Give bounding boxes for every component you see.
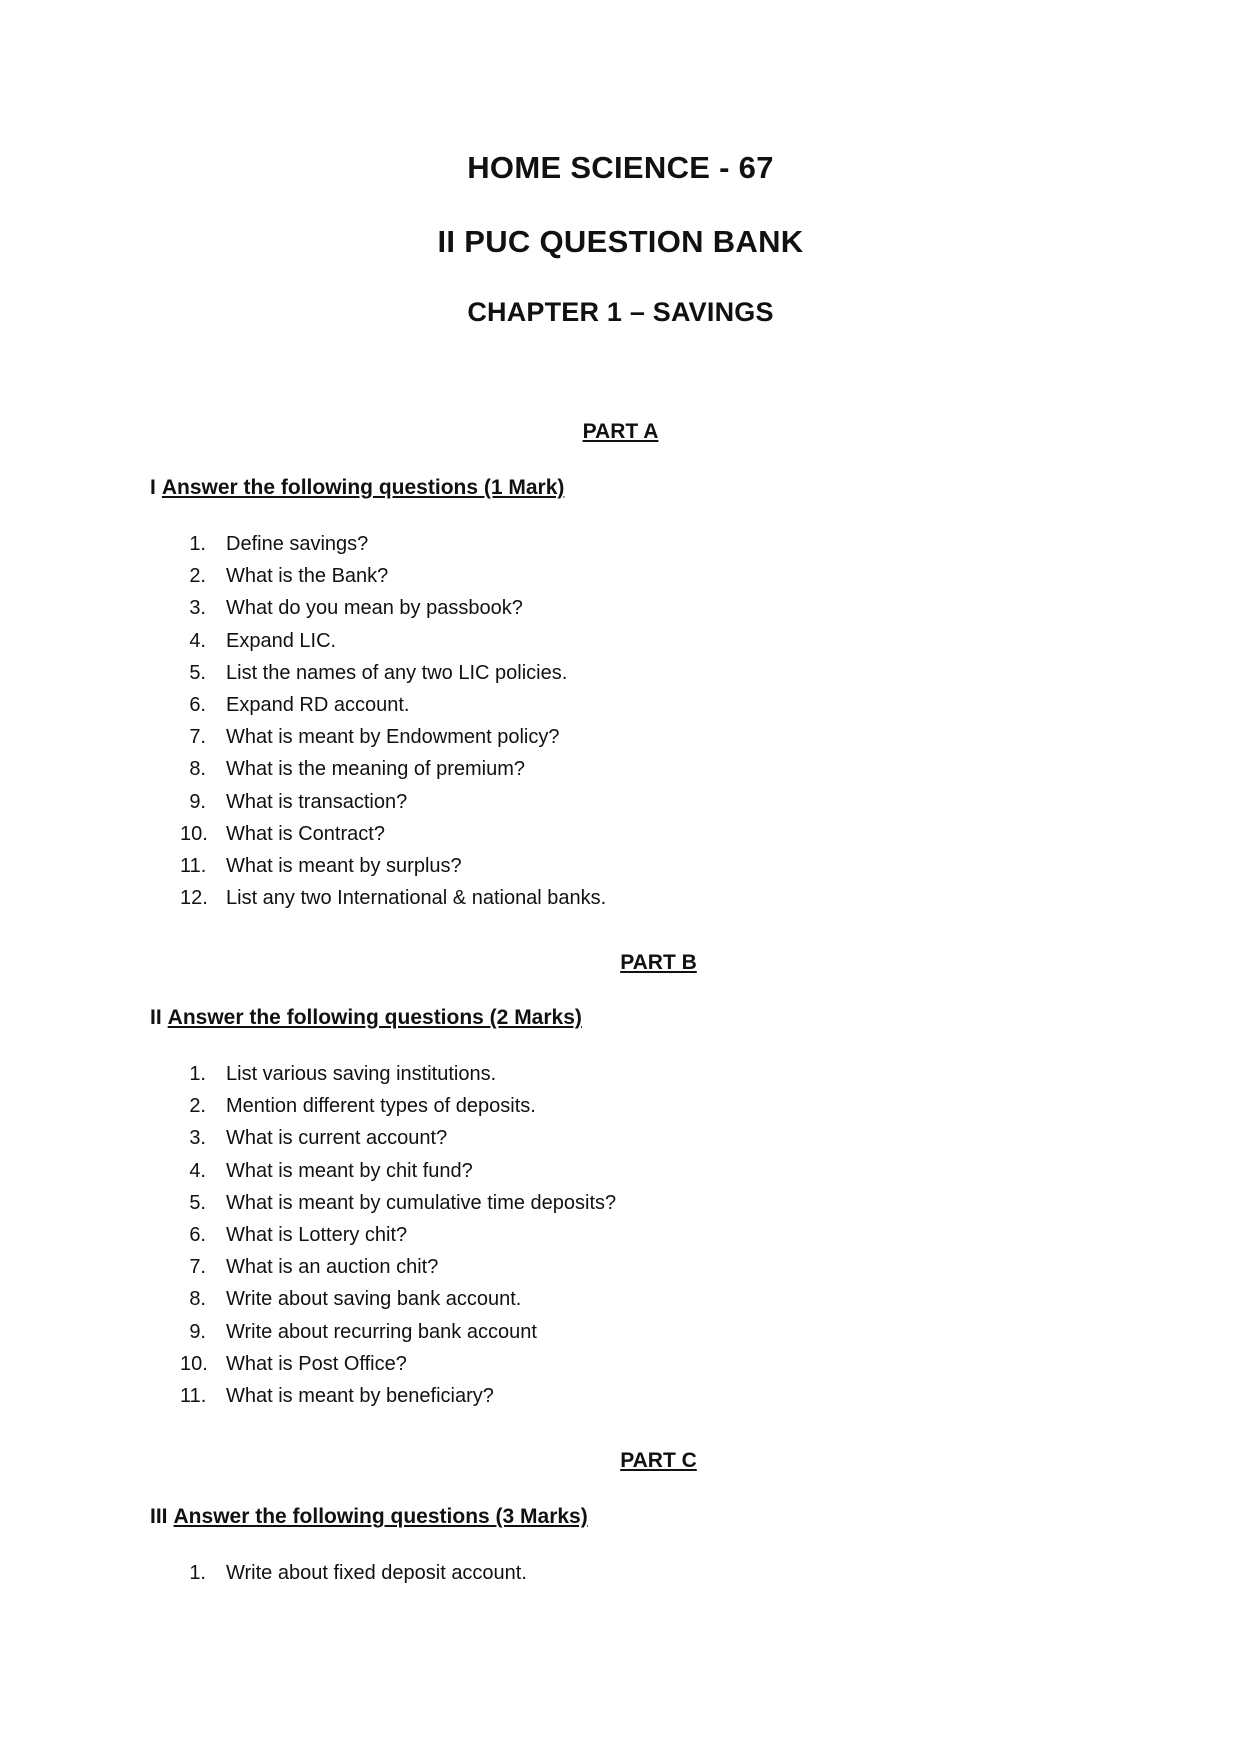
question-number: 2.	[189, 1095, 206, 1118]
question-number: 3.	[189, 1127, 206, 1150]
section-3-heading	[150, 1505, 588, 1529]
document-title: HOME SCIENCE - 67	[467, 150, 774, 185]
section-numeral: I	[150, 476, 156, 499]
question-text: What is Lottery chit?	[226, 1223, 408, 1246]
question-item	[180, 850, 606, 882]
question-item	[180, 560, 606, 592]
chapter-title: CHAPTER 1 – SAVINGS	[467, 297, 774, 327]
question-text: What is transaction?	[226, 790, 408, 813]
question-item	[180, 753, 606, 785]
question-text: What is Post Office?	[226, 1352, 407, 1375]
question-item	[180, 1058, 616, 1090]
question-text: What do you mean by passbook?	[226, 597, 523, 620]
question-item	[180, 1557, 527, 1589]
question-number: 12.	[180, 887, 208, 910]
question-text: What is Contract?	[226, 822, 385, 845]
question-number: 11.	[180, 854, 207, 877]
question-item	[180, 689, 606, 721]
question-item	[180, 1251, 616, 1283]
question-item	[180, 1283, 616, 1315]
question-text: What is meant by cumulative time deposits?	[226, 1191, 617, 1214]
question-number: 10.	[180, 1352, 208, 1375]
question-item	[180, 818, 606, 850]
part-a-heading: PART A	[582, 420, 659, 443]
section-instruction: Answer the following questions (3 Marks)	[173, 1505, 588, 1528]
question-number: 2.	[189, 565, 206, 588]
question-number: 9.	[189, 1320, 206, 1343]
question-text: What is meant by Endowment policy?	[226, 726, 560, 749]
section-1-heading	[150, 476, 564, 500]
question-text: What is an auction chit?	[226, 1256, 439, 1279]
question-number: 5.	[189, 1191, 206, 1214]
question-list-part-a	[180, 528, 606, 914]
question-text: Mention different types of deposits.	[226, 1095, 536, 1118]
question-number: 7.	[189, 726, 206, 749]
question-item	[180, 1219, 616, 1251]
question-item	[180, 1090, 616, 1122]
question-item	[180, 1122, 616, 1154]
question-number: 4.	[189, 1159, 206, 1182]
question-number: 1.	[189, 1562, 206, 1584]
question-number: 5.	[189, 661, 206, 684]
section-instruction: Answer the following questions (1 Mark)	[161, 476, 565, 499]
question-text: List various saving institutions.	[226, 1063, 497, 1085]
question-number: 8.	[189, 758, 206, 781]
question-number: 9.	[189, 790, 206, 813]
question-list-part-c	[180, 1557, 527, 1589]
question-text: Expand LIC.	[226, 629, 337, 652]
question-item	[180, 592, 606, 624]
question-text: What is the Bank?	[226, 565, 389, 588]
question-item	[180, 1155, 616, 1187]
question-text: List any two International & national banks.	[226, 887, 607, 910]
question-text: Write about fixed deposit account.	[226, 1562, 527, 1584]
section-instruction: Answer the following questions (2 Marks)	[167, 1006, 582, 1029]
question-item	[180, 1316, 616, 1348]
question-text: What is meant by chit fund?	[226, 1159, 473, 1182]
question-item	[180, 528, 606, 560]
question-text: Define savings?	[226, 533, 369, 555]
question-number: 3.	[189, 597, 206, 620]
section-numeral: II	[150, 1006, 162, 1029]
question-number: 6.	[189, 1223, 206, 1246]
question-number: 1.	[189, 1063, 206, 1085]
question-number: 10.	[180, 822, 208, 845]
question-item	[180, 721, 606, 753]
question-number: 8.	[189, 1288, 206, 1311]
question-item	[180, 625, 606, 657]
question-number: 7.	[189, 1256, 206, 1279]
question-text: Write about saving bank account.	[226, 1288, 522, 1311]
question-number: 1.	[189, 533, 206, 555]
question-text: Write about recurring bank account	[226, 1320, 537, 1343]
section-numeral: III	[150, 1505, 168, 1528]
question-item	[180, 882, 606, 914]
section-2-heading	[150, 1006, 582, 1030]
part-c-heading: PART C	[620, 1449, 697, 1472]
question-number: 4.	[189, 629, 206, 652]
question-text: List the names of any two LIC policies.	[226, 661, 568, 684]
document-subtitle: II PUC QUESTION BANK	[437, 224, 804, 259]
question-item	[180, 786, 606, 818]
part-b-heading: PART B	[620, 951, 697, 974]
question-item	[180, 1187, 616, 1219]
question-text: What is the meaning of premium?	[226, 758, 526, 781]
question-text: What is meant by surplus?	[226, 854, 462, 877]
question-number: 6.	[189, 693, 206, 716]
question-item	[180, 1348, 616, 1380]
question-item	[180, 1380, 616, 1412]
question-text: Expand RD account.	[226, 693, 410, 716]
question-list-part-b	[180, 1058, 616, 1412]
question-text: What is current account?	[226, 1127, 448, 1150]
question-item	[180, 657, 606, 689]
question-number: 11.	[180, 1384, 207, 1407]
question-text: What is meant by beneficiary?	[226, 1384, 494, 1407]
